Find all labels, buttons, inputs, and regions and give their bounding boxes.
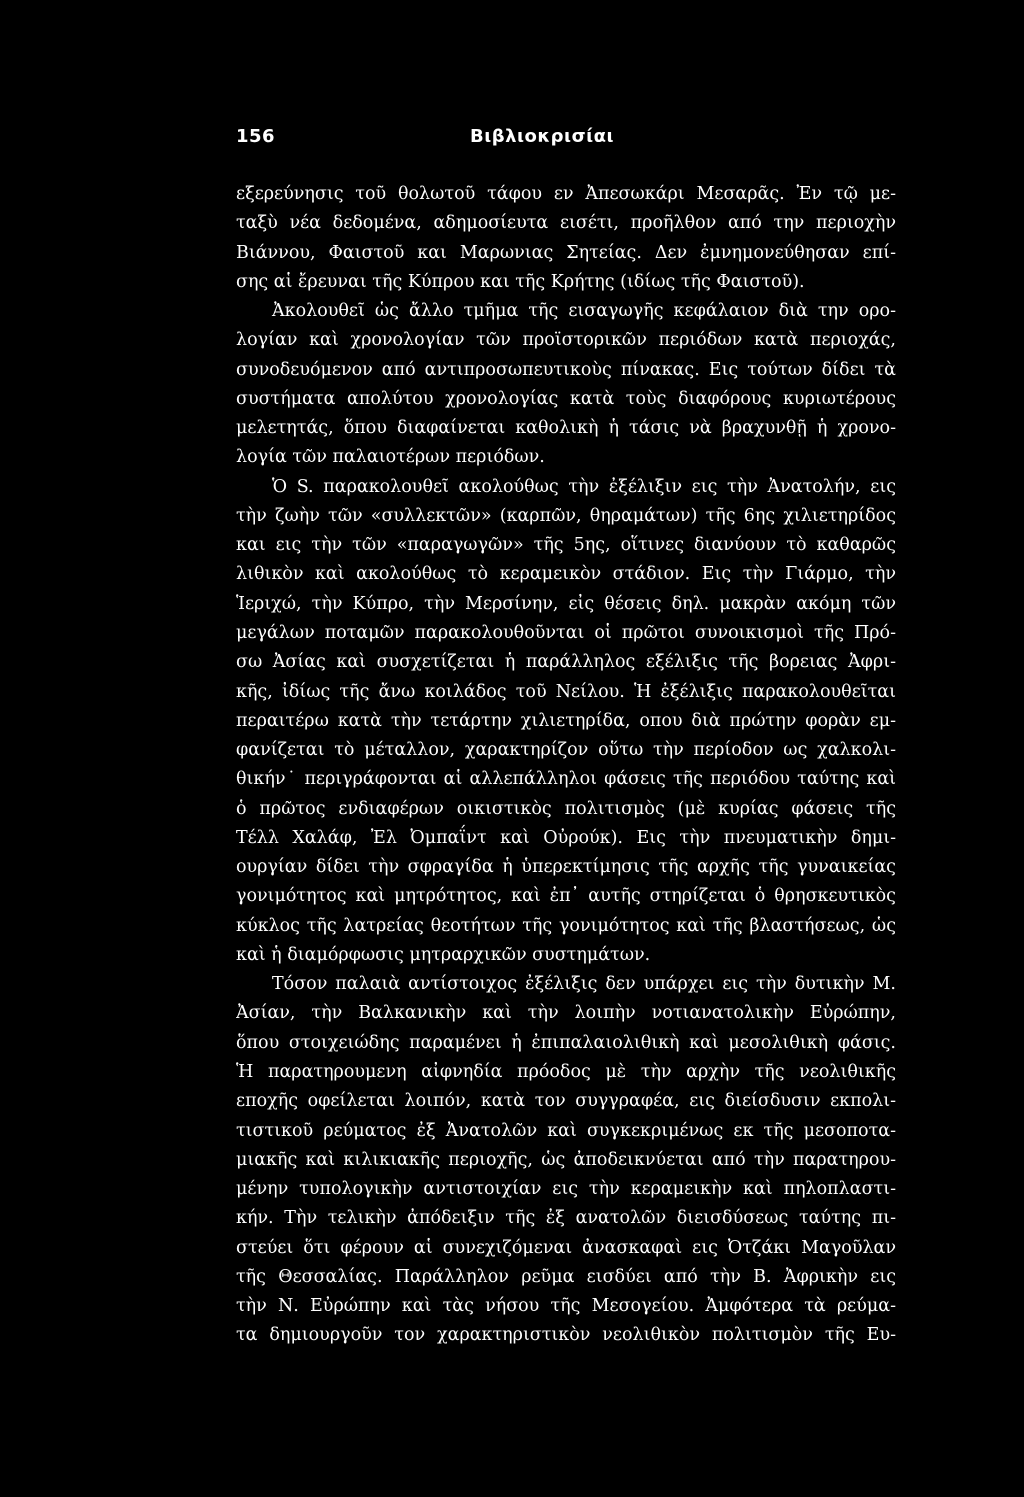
- text-line: τα δημιουργοῦν τον χαρακτηριστικὸν νεολιθικὸν πολιτισμὸν τῆς Ευ-: [236, 1325, 896, 1346]
- text-line: κήν. Τὴν τελικὴν ἀπόδειξιν τῆς ἐξ ανατολῶν διεισδύσεως ταύτης πι-: [236, 1208, 896, 1229]
- text-line: τιστικοῦ ρεύματος ἐξ Ἀνατολῶν καὶ συγκεκριμένως εκ τῆς μεσοποτα-: [236, 1120, 896, 1141]
- paragraph-start-line: Ἀκολουθεῖ ὡς ἄλλο τμῆμα τῆς εισαγωγῆς κεφάλαιον διὰ την ορο-: [272, 301, 896, 322]
- text-line: φανίζεται τὸ μέταλλον, χαρακτηρίζον οὕτω τὴν περίοδον ως χαλκολι-: [236, 740, 896, 761]
- text-line: γονιμότητος καὶ μητρότητος, καὶ ἐπ᾽ αυτῆς στηρίζεται ὁ θρησκευτικὸς: [236, 886, 896, 907]
- text-line: και εις τὴν τῶν «παραγωγῶν» τῆς 5ης, οἵτινες διανύουν τὸ καθαρῶς: [236, 535, 896, 556]
- text-line: εξερεύνησις τοῦ θολωτοῦ τάφου εν Ἀπεσωκάρι Μεσαρᾶς. Ἐν τῷ με-: [236, 184, 896, 204]
- text-line: Ἱεριχώ, τὴν Κύπρο, τὴν Μερσίνην, εἰς θέσεις δηλ. μακρὰν ακόμη τῶν: [236, 593, 896, 614]
- text-line: κῆς, ἰδίως τῆς ἄνω κοιλάδος τοῦ Νείλου. Ἡ ἐξέλιξις παρακολουθεῖται: [236, 681, 896, 702]
- running-head: Βιβλιοκρισίαι: [470, 126, 614, 147]
- paragraph-start-line: Τόσον παλαιὰ αντίστοιχος ἐξέλιξις δεν υπάρχει εις τὴν δυτικὴν Μ.: [272, 974, 896, 995]
- text-line: μένην τυπολογικὴν αντιστοιχίαν εις τὴν κεραμεικὴν καὶ πηλοπλαστι-: [236, 1179, 896, 1200]
- text-line: κύκλος τῆς λατρείας θεοτήτων τῆς γονιμότητος καὶ τῆς βλαστήσεως, ὡς: [236, 915, 896, 936]
- text-line: μελετητάς, ὅπου διαφαίνεται καθολικὴ ἡ τάσις νὰ βραχυνθῇ ἡ χρονο-: [236, 418, 896, 439]
- text-line: εποχῆς οφείλεται λοιπόν, κατὰ τον συγγραφέα, εις διείσδυσιν εκπολι-: [236, 1091, 896, 1112]
- text-line: λογίαν καὶ χρονολογίαν τῶν προϊστορικῶν περιόδων κατὰ περιοχάς,: [236, 330, 896, 351]
- text-line: Ἀσίαν, τὴν Βαλκανικὴν καὶ τὴν λοιπὴν νοτιανατολικὴν Εὐρώπην,: [236, 1003, 896, 1024]
- text-line: συστήματα απολύτου χρονολογίας κατὰ τοὺς διαφόρους κυριωτέρους: [236, 388, 896, 409]
- text-line: ταξὺ νέα δεδομένα, αδημοσίευτα εισέτι, προῆλθον από την περιοχὴν: [236, 213, 896, 234]
- text-line: Ἡ παρατηρουμενη αἰφνηδία πρόοδος μὲ τὴν αρχὴν τῆς νεολιθικῆς: [236, 1061, 896, 1082]
- text-line: συνοδευόμενον από αντιπροσωπευτικοὺς πίνακας. Εις τούτων δίδει τὰ: [236, 359, 896, 380]
- text-line: στεύει ὅτι φέρουν αἱ συνεχιζόμεναι ἀνασκαφαὶ εις Ὀτζάκι Μαγοῦλαν: [236, 1237, 896, 1258]
- page-header: [236, 126, 889, 150]
- text-line: καὶ ἡ διαμόρφωσις μητραρχικῶν συστημάτων.: [236, 944, 651, 965]
- text-line: μιακῆς καὶ κιλικιακῆς περιοχῆς, ὡς ἀποδεικνύεται από τὴν παρατηρου-: [236, 1149, 896, 1170]
- text-line: τῆς Θεσσαλίας. Παράλληλον ρεῦμα εισδύει από τὴν Β. Ἀφρικὴν εις: [236, 1266, 896, 1287]
- page-number: 156: [236, 126, 276, 147]
- paragraph-start-line: Ὁ S. παρακολουθεῖ ακολούθως τὴν ἐξέλιξιν εις τὴν Ἀνατολήν, εις: [272, 476, 896, 497]
- text-line: σης αἱ ἔρευναι τῆς Κύπρου και τῆς Κρήτης (ιδίως τῆς Φαιστοῦ).: [236, 271, 805, 292]
- text-line: ὅπου στοιχειώδης παραμένει ἡ ἐπιπαλαιολιθικὴ καὶ μεσολιθικὴ φάσις.: [236, 1032, 896, 1053]
- text-line: σω Ἀσίας καὶ συσχετίζεται ἡ παράλληλος εξέλιξις τῆς βορειας Ἀφρι-: [236, 652, 896, 673]
- text-line: Τέλλ Χαλάφ, Ἐλ Ὀμπαΐντ καὶ Οὐρούκ). Εις τὴν πνευματικὴν δημι-: [236, 827, 896, 848]
- text-line: Βιάννου, Φαιστοῦ και Μαρωνιας Σητείας. Δεν ἐμνημονεύθησαν επί-: [236, 242, 896, 263]
- text-line: μεγάλων ποταμῶν παρακολουθοῦνται οἱ πρῶτοι συνοικισμοὶ τῆς Πρό-: [236, 622, 896, 643]
- text-line: ουργίαν δίδει τὴν σφραγίδα ἡ ὑπερεκτίμησις τῆς αρχῆς τῆς γυναικείας: [236, 857, 896, 878]
- text-line: ὁ πρῶτος ενδιαφέρων οικιστικὸς πολιτισμὸς (μὲ κυρίας φάσεις τῆς: [236, 798, 896, 819]
- text-line: τὴν Ν. Εὐρώπην καὶ τὰς νήσου τῆς Μεσογείου. Ἀμφότερα τὰ ρεύμα-: [236, 1296, 896, 1317]
- text-line: λογία τῶν παλαιοτέρων περιόδων.: [236, 447, 545, 468]
- body-text: [236, 180, 896, 1351]
- text-line: τὴν ζωὴν τῶν «συλλεκτῶν» (καρπῶν, θηραμάτων) τῆς 6ης χιλιετηρίδος: [236, 505, 896, 526]
- text-line: θικήν˙ περιγράφονται αἱ αλλεπάλληλοι φάσεις τῆς περιόδου ταύτης καὶ: [236, 769, 896, 790]
- text-line: λιθικὸν καὶ ακολούθως τὸ κεραμεικὸν στάδιον. Εις τὴν Γιάρμο, τὴν: [236, 564, 896, 585]
- text-line: περαιτέρω κατὰ τὴν τετάρτην χιλιετηρίδα, οπου διὰ πρώτην φορὰν εμ-: [236, 710, 896, 731]
